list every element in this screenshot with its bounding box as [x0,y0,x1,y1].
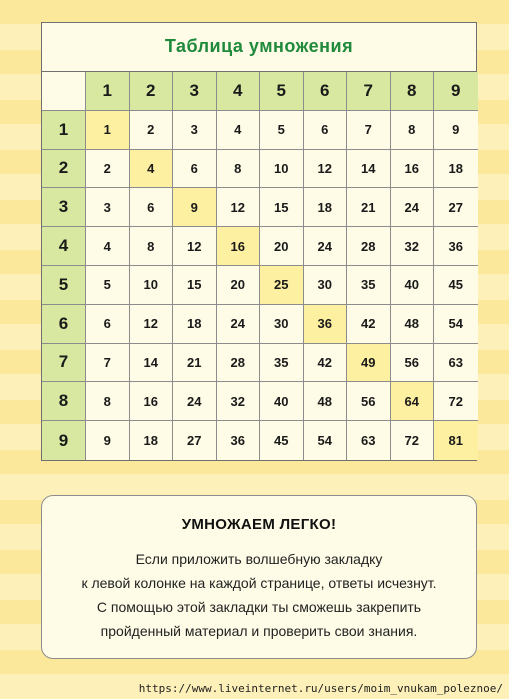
square-cell: 81 [434,421,478,460]
row-header: 1 [42,111,86,150]
table-cell: 24 [217,305,261,344]
table-cell: 42 [347,305,391,344]
table-cell: 32 [217,382,261,421]
table-cell: 12 [130,305,174,344]
table-cell: 2 [86,150,130,189]
column-header: 2 [130,72,174,111]
table-cell: 5 [260,111,304,150]
row-header: 2 [42,150,86,189]
table-cell: 18 [130,421,174,460]
table-cell: 2 [130,111,174,150]
table-cell: 5 [86,266,130,305]
table-cell: 36 [434,227,478,266]
row-header: 5 [42,266,86,305]
table-cell: 30 [260,305,304,344]
table-cell: 21 [347,188,391,227]
column-header: 7 [347,72,391,111]
column-header: 5 [260,72,304,111]
table-cell: 45 [434,266,478,305]
table-cell: 27 [434,188,478,227]
info-line: пройденный материал и проверить свои знания. [100,623,418,639]
table-cell: 4 [86,227,130,266]
square-cell: 4 [130,150,174,189]
table-cell: 32 [391,227,435,266]
column-header: 9 [434,72,478,111]
table-cell: 35 [260,344,304,383]
table-cell: 54 [434,305,478,344]
table-cell: 36 [217,421,261,460]
table-cell: 48 [304,382,348,421]
table-cell: 48 [391,305,435,344]
table-cell: 6 [304,111,348,150]
column-header: 4 [217,72,261,111]
square-cell: 36 [304,305,348,344]
table-cell: 8 [86,382,130,421]
square-cell: 25 [260,266,304,305]
table-cell: 28 [217,344,261,383]
table-cell: 27 [173,421,217,460]
table-cell: 18 [434,150,478,189]
column-header: 6 [304,72,348,111]
table-cell: 35 [347,266,391,305]
table-cell: 45 [260,421,304,460]
row-header: 9 [42,421,86,460]
table-cell: 40 [260,382,304,421]
row-header: 3 [42,188,86,227]
column-header: 3 [173,72,217,111]
row-header: 7 [42,344,86,383]
table-cell: 63 [347,421,391,460]
info-text [42,547,476,643]
square-cell: 1 [86,111,130,150]
table-cell: 42 [304,344,348,383]
square-cell: 49 [347,344,391,383]
table-cell: 24 [304,227,348,266]
table-cell: 28 [347,227,391,266]
table-cell: 18 [304,188,348,227]
table-cell: 7 [347,111,391,150]
table-cell: 20 [260,227,304,266]
table-title: Таблица умножения [42,23,476,72]
square-cell: 16 [217,227,261,266]
table-cell: 10 [130,266,174,305]
row-header: 4 [42,227,86,266]
table-cell: 12 [173,227,217,266]
table-cell: 10 [260,150,304,189]
square-cell: 9 [173,188,217,227]
table-cell: 16 [391,150,435,189]
row-header: 8 [42,382,86,421]
info-line: С помощью этой закладки ты сможешь закрепить [96,599,422,615]
table-cell: 21 [173,344,217,383]
table-cell: 3 [173,111,217,150]
info-title: УМНОЖАЕМ ЛЕГКО! [181,516,337,533]
table-cell: 56 [347,382,391,421]
table-cell: 12 [217,188,261,227]
info-line: Если приложить волшебную закладку [135,551,383,567]
table-cell: 72 [391,421,435,460]
table-cell: 40 [391,266,435,305]
column-header: 8 [391,72,435,111]
row-header: 6 [42,305,86,344]
table-cell: 24 [173,382,217,421]
table-cell: 15 [173,266,217,305]
table-cell: 3 [86,188,130,227]
source-url[interactable]: https://www.liveinternet.ru/users/moim_vnukam_poleznoe/ [138,682,503,695]
table-cell: 30 [304,266,348,305]
info-box [41,495,477,659]
table-cell: 15 [260,188,304,227]
table-cell: 6 [130,188,174,227]
table-cell: 24 [391,188,435,227]
table-cell: 63 [434,344,478,383]
table-cell: 56 [391,344,435,383]
table-cell: 6 [86,305,130,344]
table-grid [42,72,476,460]
table-cell: 14 [347,150,391,189]
table-cell: 18 [173,305,217,344]
table-cell: 4 [217,111,261,150]
square-cell: 64 [391,382,435,421]
table-cell: 16 [130,382,174,421]
column-header: 1 [86,72,130,111]
table-corner [42,72,86,111]
table-cell: 7 [86,344,130,383]
table-cell: 8 [391,111,435,150]
table-cell: 20 [217,266,261,305]
table-cell: 8 [217,150,261,189]
multiplication-table [41,22,477,461]
table-cell: 8 [130,227,174,266]
table-cell: 6 [173,150,217,189]
info-line: к левой колонке на каждой странице, ответы исчезнут. [81,575,437,591]
table-cell: 72 [434,382,478,421]
table-cell: 9 [434,111,478,150]
table-cell: 54 [304,421,348,460]
table-cell: 9 [86,421,130,460]
table-cell: 12 [304,150,348,189]
table-cell: 14 [130,344,174,383]
